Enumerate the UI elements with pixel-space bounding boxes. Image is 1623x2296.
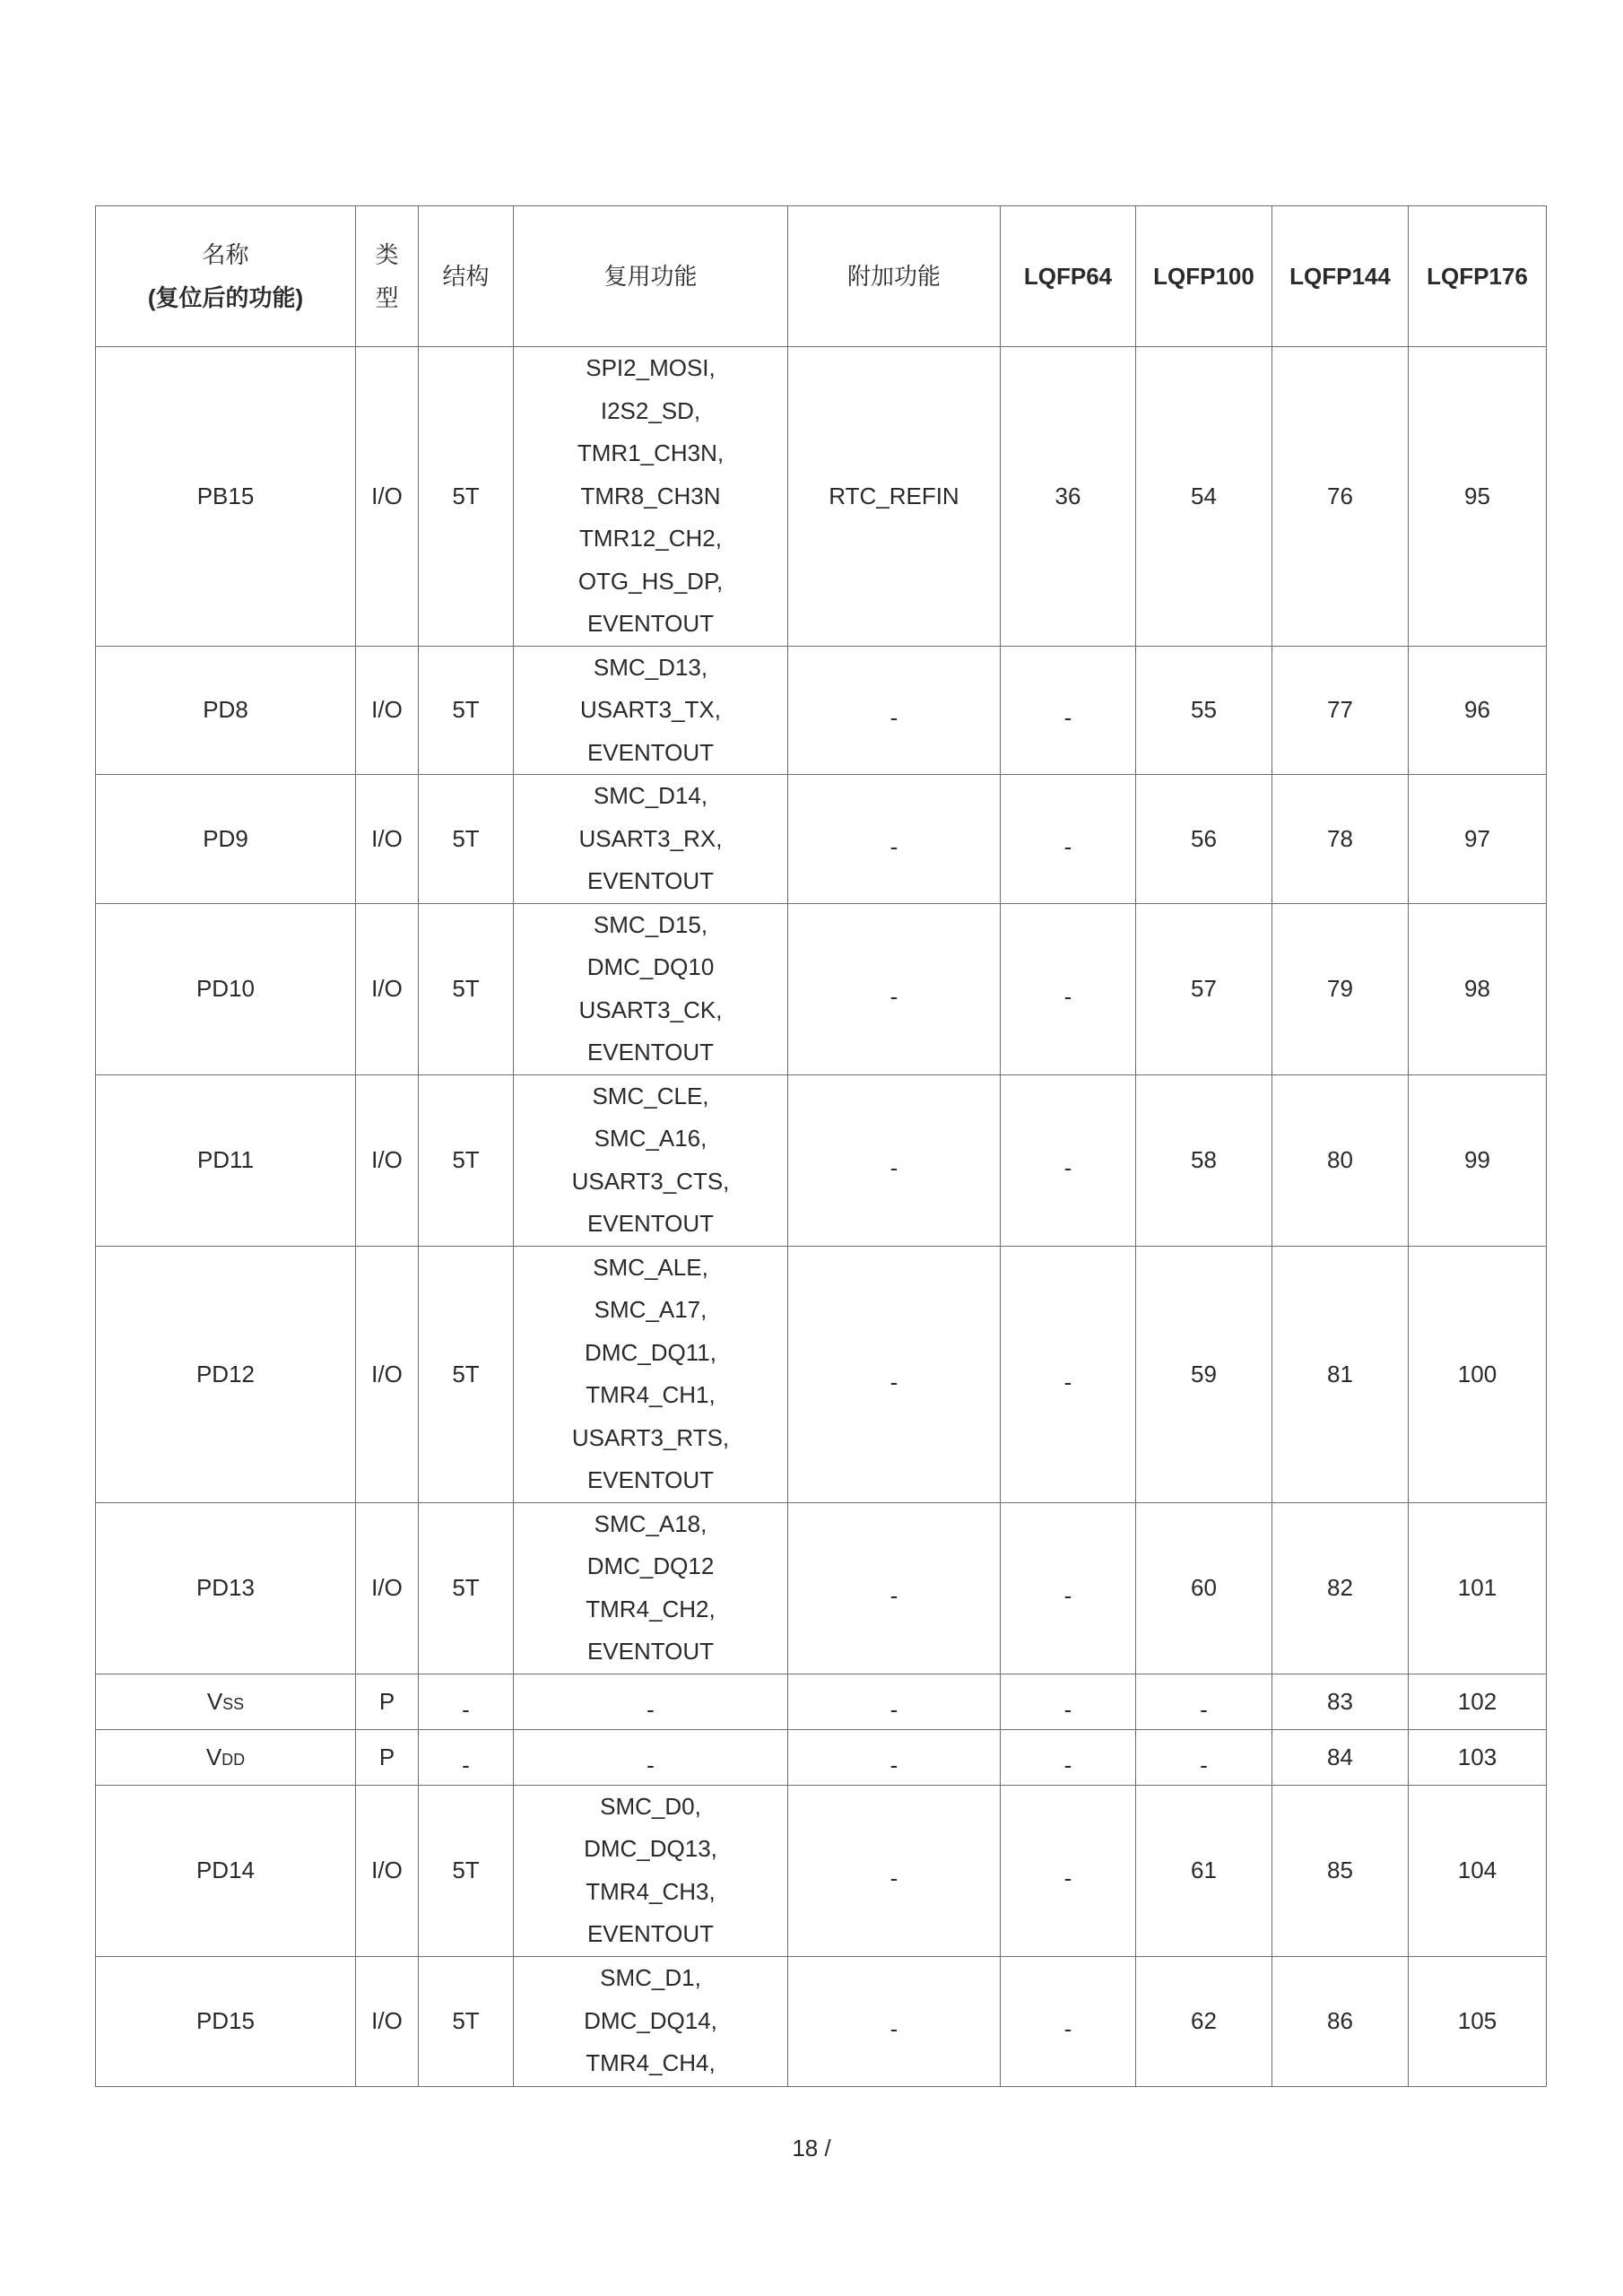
alt-function: USART3_RX, bbox=[578, 824, 723, 852]
pin-lqfp176: 105 bbox=[1409, 1956, 1547, 2086]
alt-function: SMC_D15, bbox=[593, 910, 708, 938]
alt-function: EVENTOUT bbox=[586, 738, 715, 766]
table-row bbox=[96, 347, 1547, 647]
pin-structure: 5T bbox=[419, 1074, 514, 1246]
pin-lqfp100: 56 bbox=[1136, 775, 1272, 904]
page-number bbox=[0, 2135, 1623, 2162]
alt-function: SMC_A18, bbox=[594, 1509, 707, 1537]
table-row bbox=[96, 1956, 1547, 2086]
pin-name: PD11 bbox=[96, 1074, 356, 1246]
pin-additional-function: - bbox=[788, 1074, 1001, 1246]
alt-function: EVENTOUT bbox=[586, 1039, 715, 1065]
pin-lqfp100: 62 bbox=[1136, 1956, 1272, 2086]
pin-alternate-functions bbox=[514, 775, 788, 904]
pin-lqfp100: 57 bbox=[1136, 903, 1272, 1074]
table-row bbox=[96, 1729, 1547, 1785]
pin-lqfp144: 77 bbox=[1272, 646, 1409, 775]
pin-lqfp64: - bbox=[1001, 903, 1136, 1074]
pin-alternate-functions bbox=[514, 1956, 788, 2086]
alt-function: USART3_RTS, bbox=[571, 1423, 730, 1451]
pin-structure: 5T bbox=[419, 1502, 514, 1674]
table-row bbox=[96, 903, 1547, 1074]
pin-lqfp144: 80 bbox=[1272, 1074, 1409, 1246]
pin-type: I/O bbox=[356, 903, 419, 1074]
pin-lqfp176: 102 bbox=[1409, 1674, 1547, 1729]
header-name-line1: 名称 bbox=[202, 241, 249, 268]
pin-alternate-functions bbox=[514, 1502, 788, 1674]
pin-structure: 5T bbox=[419, 903, 514, 1074]
header-name-line2: (复位后的功能) bbox=[147, 284, 304, 311]
table-row bbox=[96, 1074, 1547, 1246]
pin-lqfp64: - bbox=[1001, 1502, 1136, 1674]
pin-alternate-functions bbox=[514, 1785, 788, 1956]
alt-function: SPI2_MOSI, bbox=[586, 354, 716, 381]
table-row bbox=[96, 775, 1547, 904]
pin-type: P bbox=[356, 1729, 419, 1785]
pin-lqfp100: - bbox=[1136, 1729, 1272, 1785]
header-type-line1: 类 bbox=[375, 241, 399, 268]
alt-function: SMC_CLE, bbox=[592, 1082, 709, 1109]
alt-function: TMR4_CH4, bbox=[586, 2049, 716, 2077]
alt-function: TMR4_CH1, bbox=[586, 1381, 716, 1408]
pin-definition-table-wrapper bbox=[95, 205, 1546, 2087]
header-lqfp176: LQFP176 bbox=[1409, 206, 1547, 347]
pin-lqfp100: 61 bbox=[1136, 1785, 1272, 1956]
alt-function: DMC_DQ10 bbox=[586, 953, 715, 980]
alt-function: EVENTOUT bbox=[586, 1466, 715, 1493]
alt-function: OTG_HS_DP, bbox=[577, 567, 724, 595]
alt-function: TMR12_CH2, bbox=[579, 525, 722, 552]
pin-lqfp176: 99 bbox=[1409, 1074, 1547, 1246]
alt-function: SMC_D0, bbox=[600, 1792, 701, 1820]
pin-lqfp64: - bbox=[1001, 646, 1136, 775]
alt-function: SMC_D14, bbox=[593, 782, 708, 809]
pin-structure: 5T bbox=[419, 775, 514, 904]
pin-name: PD10 bbox=[96, 903, 356, 1074]
pin-structure: - bbox=[419, 1674, 514, 1729]
pin-type: I/O bbox=[356, 347, 419, 647]
pin-additional-function: - bbox=[788, 1729, 1001, 1785]
pin-additional-function: - bbox=[788, 1674, 1001, 1729]
pin-lqfp144: 85 bbox=[1272, 1785, 1409, 1956]
pin-name: PD13 bbox=[96, 1502, 356, 1674]
pin-lqfp144: 84 bbox=[1272, 1729, 1409, 1785]
alt-function: USART3_CK, bbox=[578, 996, 723, 1023]
alt-function: USART3_CTS, bbox=[571, 1167, 730, 1195]
header-lqfp64: LQFP64 bbox=[1001, 206, 1136, 347]
alt-function: EVENTOUT bbox=[586, 867, 715, 894]
pin-additional-function: - bbox=[788, 1502, 1001, 1674]
table-row bbox=[96, 1785, 1547, 1956]
table-row bbox=[96, 1674, 1547, 1729]
pin-lqfp144: 86 bbox=[1272, 1956, 1409, 2086]
pin-name: PD14 bbox=[96, 1785, 356, 1956]
pin-additional-function: RTC_REFIN bbox=[788, 347, 1001, 647]
pin-alternate-functions bbox=[514, 1074, 788, 1246]
pin-lqfp64: 36 bbox=[1001, 347, 1136, 647]
pin-definition-table bbox=[95, 205, 1547, 2087]
header-lqfp144: LQFP144 bbox=[1272, 206, 1409, 347]
pin-lqfp64: - bbox=[1001, 775, 1136, 904]
header-type bbox=[356, 206, 419, 347]
pin-structure: 5T bbox=[419, 1956, 514, 2086]
alt-function: TMR1_CH3N, bbox=[577, 439, 725, 466]
pin-lqfp176: 104 bbox=[1409, 1785, 1547, 1956]
pin-structure: 5T bbox=[419, 646, 514, 775]
header-lqfp100: LQFP100 bbox=[1136, 206, 1272, 347]
alt-function: EVENTOUT bbox=[586, 1210, 715, 1237]
pin-lqfp176: 103 bbox=[1409, 1729, 1547, 1785]
pin-additional-function: - bbox=[788, 1785, 1001, 1956]
alt-function: DMC_DQ12 bbox=[586, 1552, 715, 1579]
alt-function: EVENTOUT bbox=[586, 1638, 715, 1665]
pin-additional-function: - bbox=[788, 903, 1001, 1074]
pin-additional-function: - bbox=[788, 775, 1001, 904]
alt-function: TMR8_CH3N bbox=[580, 482, 721, 509]
pin-additional-function: - bbox=[788, 646, 1001, 775]
pin-lqfp64: - bbox=[1001, 1074, 1136, 1246]
alt-function: SMC_D1, bbox=[600, 1964, 701, 1992]
pin-name: VDD bbox=[96, 1729, 356, 1785]
pin-type: I/O bbox=[356, 1956, 419, 2086]
pin-lqfp64: - bbox=[1001, 1729, 1136, 1785]
alt-function: DMC_DQ13, bbox=[584, 1835, 717, 1862]
pin-lqfp100: 58 bbox=[1136, 1074, 1272, 1246]
pin-name: VSS bbox=[96, 1674, 356, 1729]
pin-name: PD8 bbox=[96, 646, 356, 775]
pin-structure: 5T bbox=[419, 347, 514, 647]
pin-name: PB15 bbox=[96, 347, 356, 647]
pin-lqfp144: 82 bbox=[1272, 1502, 1409, 1674]
alt-function: SMC_A17, bbox=[594, 1296, 707, 1323]
pin-name: PD12 bbox=[96, 1246, 356, 1502]
pin-lqfp176: 96 bbox=[1409, 646, 1547, 775]
header-additional-functions: 附加功能 bbox=[788, 206, 1001, 347]
pin-lqfp176: 95 bbox=[1409, 347, 1547, 647]
pin-lqfp100: 55 bbox=[1136, 646, 1272, 775]
table-row bbox=[96, 646, 1547, 775]
pin-structure: 5T bbox=[419, 1785, 514, 1956]
pin-type: P bbox=[356, 1674, 419, 1729]
pin-lqfp100: 60 bbox=[1136, 1502, 1272, 1674]
table-header-row bbox=[96, 206, 1547, 347]
alt-function: I2S2_SD, bbox=[600, 396, 701, 424]
header-structure: 结构 bbox=[419, 206, 514, 347]
pin-alternate-functions bbox=[514, 646, 788, 775]
pin-lqfp144: 81 bbox=[1272, 1246, 1409, 1502]
header-alternate-functions: 复用功能 bbox=[514, 206, 788, 347]
pin-name: PD15 bbox=[96, 1956, 356, 2086]
pin-lqfp176: 101 bbox=[1409, 1502, 1547, 1674]
pin-lqfp64: - bbox=[1001, 1785, 1136, 1956]
pin-lqfp64: - bbox=[1001, 1246, 1136, 1502]
page-number-text: 18 / bbox=[792, 2135, 831, 2161]
pin-alternate-functions bbox=[514, 347, 788, 647]
alt-function: DMC_DQ14, bbox=[584, 2006, 717, 2034]
header-name bbox=[96, 206, 356, 347]
table-row bbox=[96, 1246, 1547, 1502]
pin-lqfp144: 76 bbox=[1272, 347, 1409, 647]
pin-lqfp100: 54 bbox=[1136, 347, 1272, 647]
pin-lqfp176: 97 bbox=[1409, 775, 1547, 904]
alt-function: DMC_DQ11, bbox=[585, 1338, 716, 1366]
pin-type: I/O bbox=[356, 1074, 419, 1246]
pin-type: I/O bbox=[356, 1502, 419, 1674]
pin-lqfp100: 59 bbox=[1136, 1246, 1272, 1502]
pin-alternate-functions: - bbox=[514, 1729, 788, 1785]
pin-lqfp176: 98 bbox=[1409, 903, 1547, 1074]
pin-type: I/O bbox=[356, 1246, 419, 1502]
pin-type: I/O bbox=[356, 1785, 419, 1956]
alt-function: SMC_ALE, bbox=[593, 1253, 708, 1281]
pin-alternate-functions bbox=[514, 1246, 788, 1502]
alt-function: TMR4_CH3, bbox=[586, 1877, 716, 1905]
alt-function: EVENTOUT bbox=[586, 610, 715, 637]
pin-lqfp64: - bbox=[1001, 1956, 1136, 2086]
pin-lqfp176: 100 bbox=[1409, 1246, 1547, 1502]
alt-function: EVENTOUT bbox=[586, 1920, 715, 1947]
pin-structure: - bbox=[419, 1729, 514, 1785]
table-row bbox=[96, 1502, 1547, 1674]
pin-lqfp64: - bbox=[1001, 1674, 1136, 1729]
pin-lqfp100: - bbox=[1136, 1674, 1272, 1729]
alt-function: USART3_TX, bbox=[579, 696, 721, 723]
pin-name: PD9 bbox=[96, 775, 356, 904]
pin-additional-function: - bbox=[788, 1956, 1001, 2086]
pin-alternate-functions bbox=[514, 903, 788, 1074]
pin-type: I/O bbox=[356, 775, 419, 904]
pin-lqfp144: 83 bbox=[1272, 1674, 1409, 1729]
pin-additional-function: - bbox=[788, 1246, 1001, 1502]
alt-function: SMC_A16, bbox=[594, 1125, 707, 1152]
alt-function: SMC_D13, bbox=[593, 653, 708, 681]
alt-function: TMR4_CH2, bbox=[586, 1595, 716, 1622]
pin-structure: 5T bbox=[419, 1246, 514, 1502]
pin-type: I/O bbox=[356, 646, 419, 775]
header-type-line2: 型 bbox=[375, 284, 399, 311]
pin-lqfp144: 79 bbox=[1272, 903, 1409, 1074]
pin-lqfp144: 78 bbox=[1272, 775, 1409, 904]
pin-alternate-functions: - bbox=[514, 1674, 788, 1729]
